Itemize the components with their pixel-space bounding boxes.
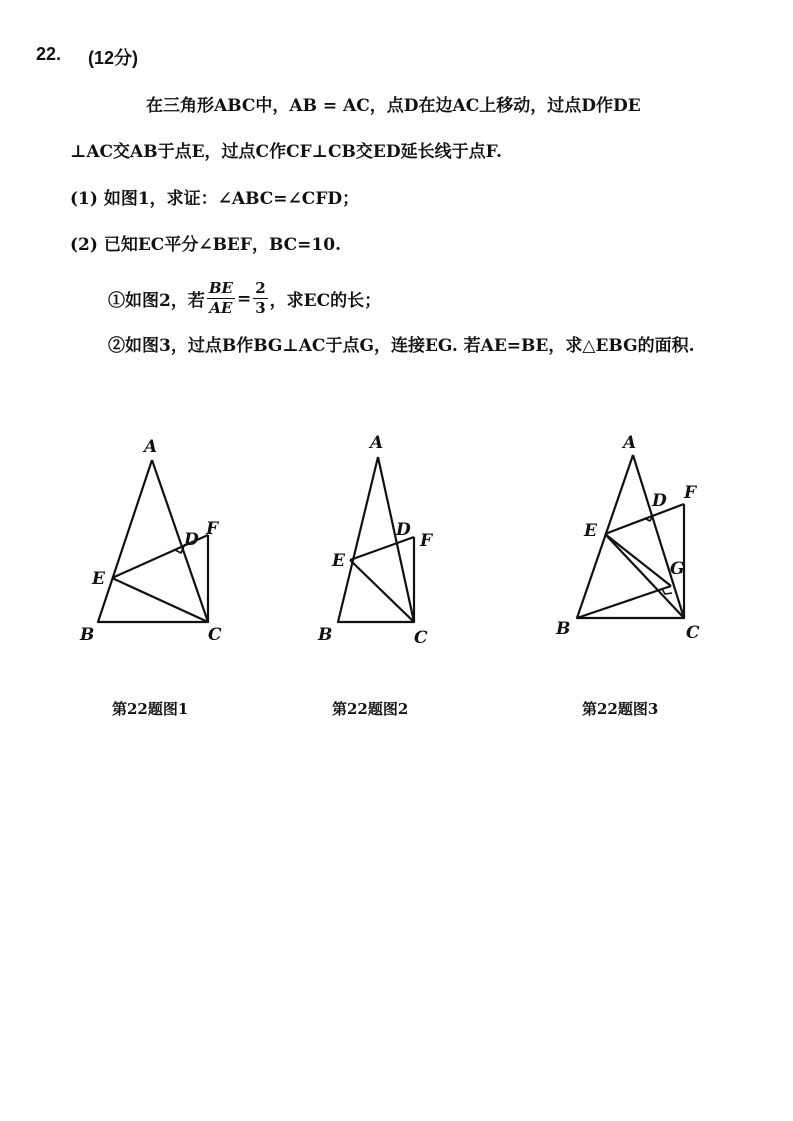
problem-text-line-1: 在三角形ABC中，AB = AC，点D在边AC上移动，过点D作DE — [146, 96, 641, 116]
label-c: C — [686, 623, 700, 643]
label-g: G — [670, 559, 685, 579]
label-a: A — [144, 437, 158, 457]
segment-bg — [577, 586, 671, 618]
label-f: F — [420, 531, 433, 551]
sub-question-1-prefix: ①如图2，若 — [108, 291, 205, 311]
label-e: E — [332, 551, 345, 571]
fraction-numerator: BE — [208, 279, 233, 297]
label-b: B — [318, 625, 333, 645]
figure-3-diagram — [550, 400, 720, 660]
part-2-text: (2) 已知EC平分∠BEF，BC=10. — [70, 235, 341, 255]
ratio-fraction-values — [253, 279, 267, 318]
label-b: B — [80, 625, 95, 645]
label-d: D — [184, 530, 199, 550]
ratio-numerator: 2 — [255, 279, 266, 297]
problem-text-line-2: ⊥AC交AB于点E，过点C作CF⊥CB交ED延长线于点F. — [70, 142, 502, 162]
ratio-denominator: 3 — [255, 299, 266, 317]
label-e: E — [584, 521, 597, 541]
figure-2 — [310, 400, 460, 660]
figure-3 — [550, 400, 720, 660]
figure-1 — [70, 400, 240, 660]
label-c: C — [208, 625, 222, 645]
right-angle-mark-g — [662, 589, 672, 594]
sub-question-2: ②如图3，过点B作BG⊥AC于点G，连接EG. 若AE=BE，求△EBG的面积. — [108, 336, 695, 356]
sub-question-1-suffix: ，求EC的长； — [269, 291, 382, 311]
ratio-fraction-letters — [207, 279, 235, 318]
segment-ef — [350, 537, 414, 560]
label-d: D — [396, 520, 411, 540]
figure-1-diagram — [70, 400, 240, 660]
question-number: 22. — [36, 44, 62, 64]
label-d: D — [652, 491, 667, 511]
label-a: A — [623, 433, 637, 453]
part-1-text: (1) 如图1，求证：∠ABC=∠CFD； — [70, 189, 360, 209]
figure-2-caption: 第22题图2 — [332, 700, 409, 718]
label-a: A — [370, 433, 384, 453]
figure-3-caption: 第22题图3 — [582, 700, 659, 718]
question-score: (12分) — [88, 48, 139, 68]
figure-1-caption: 第22题图1 — [112, 700, 189, 718]
sub-question-1 — [108, 279, 381, 318]
label-b: B — [556, 619, 571, 639]
fraction-denominator: AE — [209, 299, 233, 317]
label-e: E — [92, 569, 105, 589]
equals-sign: = — [236, 288, 252, 309]
figure-2-diagram — [310, 400, 460, 660]
segment-ec — [112, 578, 208, 622]
label-f: F — [684, 483, 697, 503]
segment-ec — [350, 560, 414, 622]
label-c: C — [414, 628, 428, 648]
label-f: F — [206, 519, 219, 539]
